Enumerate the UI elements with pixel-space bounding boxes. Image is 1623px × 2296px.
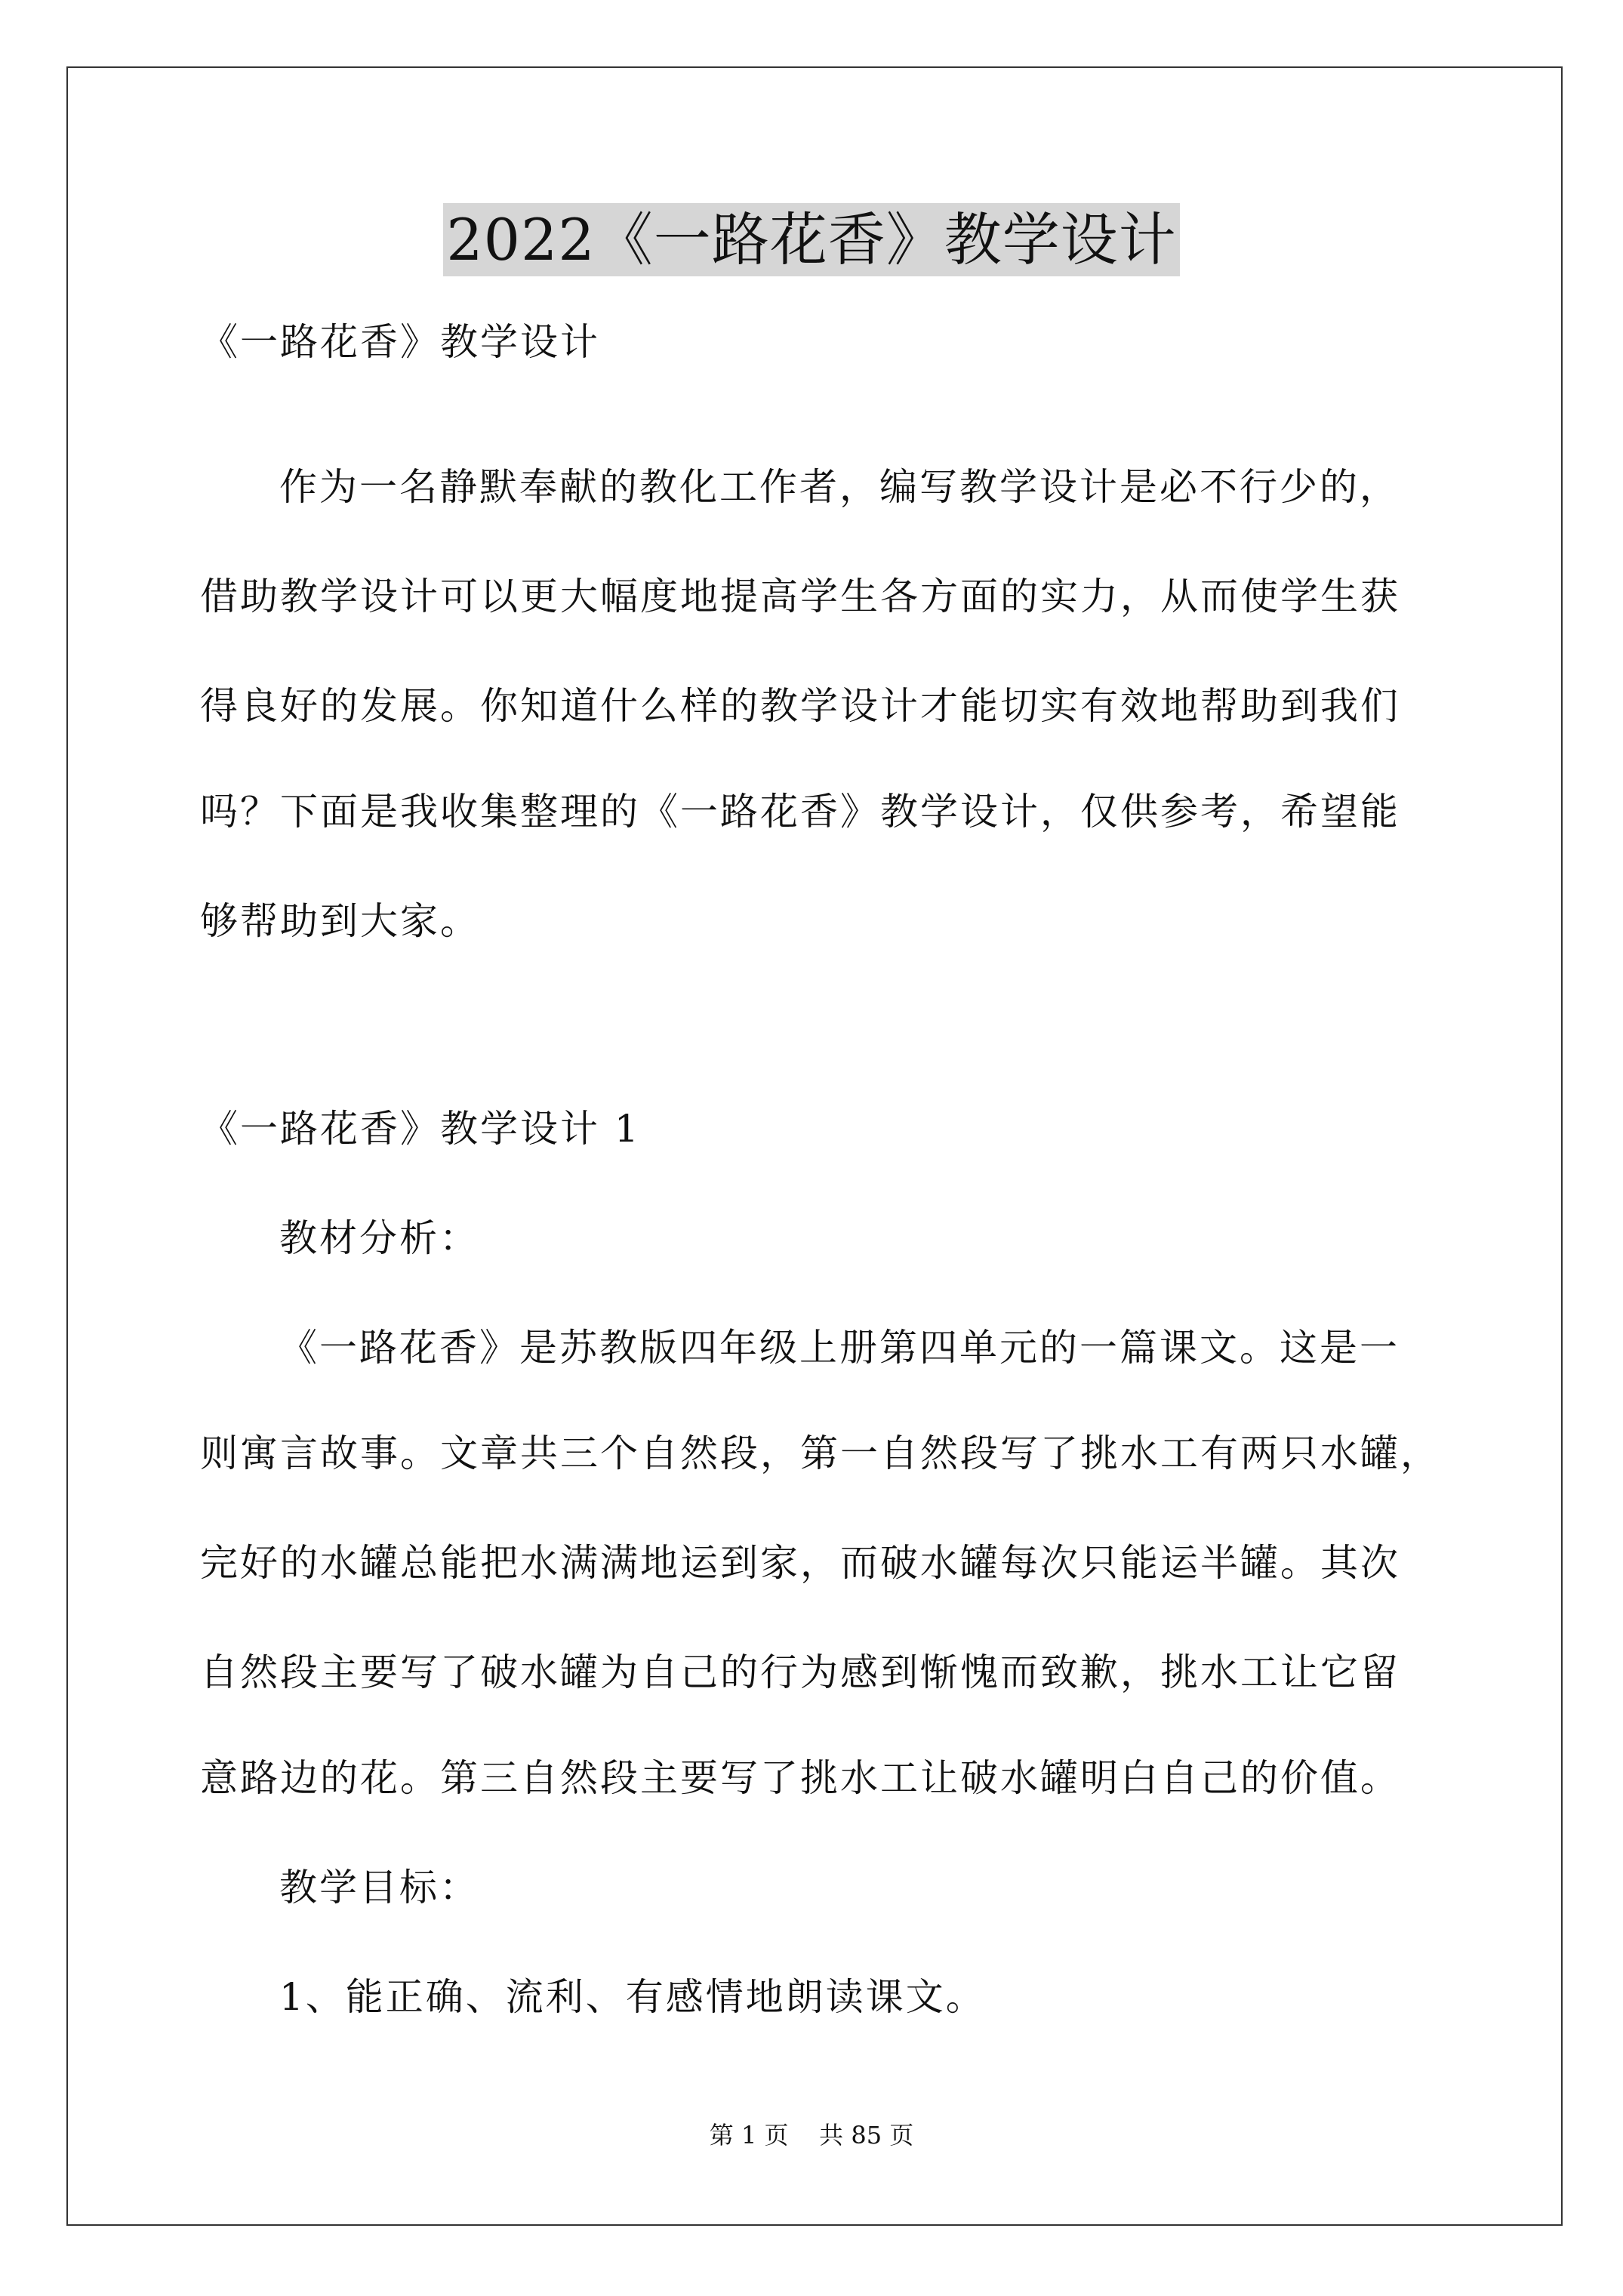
intro-line: 借助教学设计可以更大幅度地提高学生各方面的实力，从而使学生获: [200, 575, 1400, 618]
analysis-line: 完好的水罐总能把水满满地运到家，而破水罐每次只能运半罐。其次: [200, 1541, 1400, 1585]
document-title: [0, 202, 1623, 278]
goal-item: 1、能正确、流利、有感情地朗读课文。: [279, 1975, 986, 2019]
subtitle: 《一路花香》教学设计: [200, 320, 600, 364]
analysis-line: 意路边的花。第三自然段主要写了挑水工让破水罐明白自己的价值。: [200, 1756, 1400, 1800]
intro-line: 作为一名静默奉献的教化工作者，编写教学设计是必不行少的，: [279, 465, 1400, 509]
intro-line: 够帮助到大家。: [200, 899, 480, 943]
analysis-line: 则寓言故事。文章共三个自然段，第一自然段写了挑水工有两只水罐，: [200, 1432, 1440, 1475]
analysis-label: 教材分析：: [279, 1216, 479, 1260]
section-heading: 《一路花香》教学设计 1: [200, 1107, 641, 1151]
intro-line: 吗？下面是我收集整理的《一路花香》教学设计，仅供参考，希望能: [200, 790, 1400, 834]
analysis-line: 《一路花香》是苏教版四年级上册第四单元的一篇课文。这是一: [279, 1326, 1400, 1370]
document-title-text: 2022《一路花香》教学设计: [443, 203, 1179, 276]
goals-label: 教学目标：: [279, 1866, 479, 1909]
analysis-line: 自然段主要写了破水罐为自己的行为感到惭愧而致歉，挑水工让它留: [200, 1650, 1400, 1694]
intro-line: 得良好的发展。你知道什么样的教学设计才能切实有效地帮助到我们: [200, 684, 1400, 728]
page-footer: 第 1 页 共 85 页: [709, 2121, 914, 2150]
